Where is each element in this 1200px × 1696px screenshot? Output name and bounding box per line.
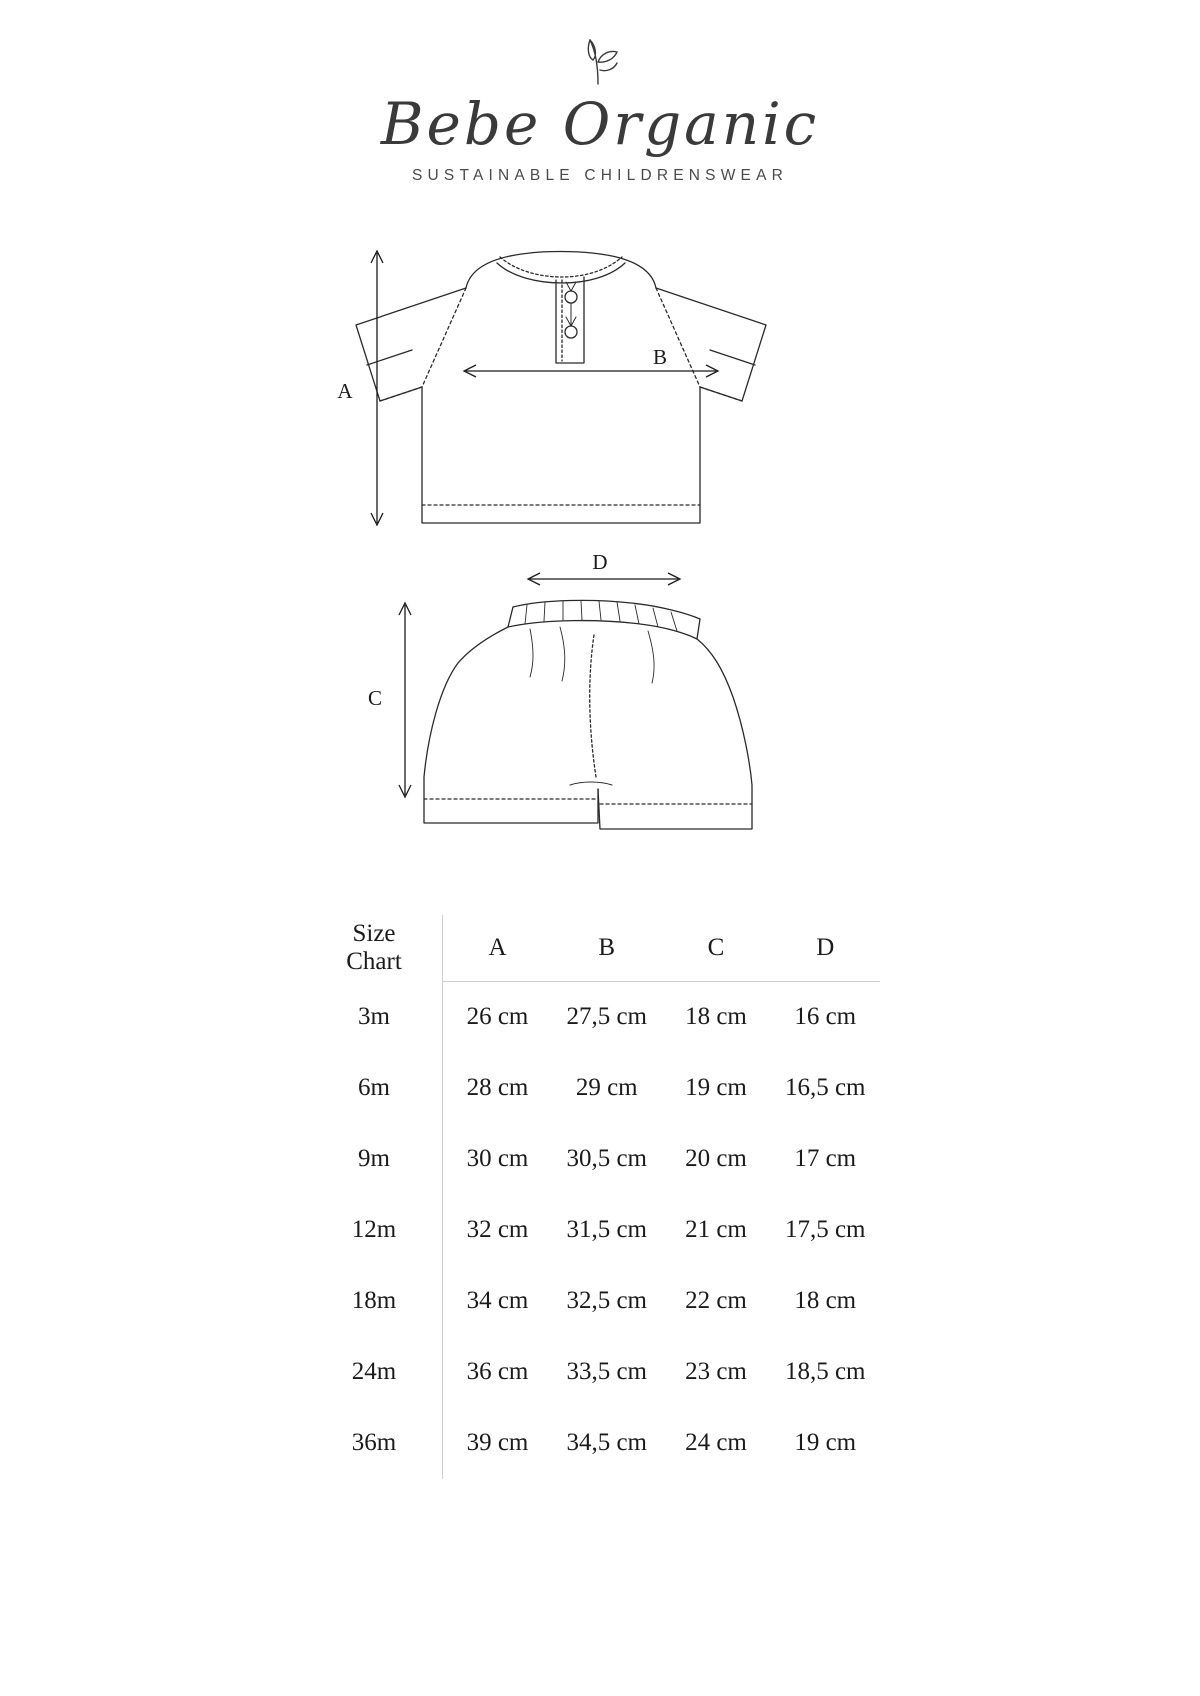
cell-a: 34 cm xyxy=(466,1287,529,1315)
leaf-sprig-icon xyxy=(560,26,640,88)
row-size-label: 12m xyxy=(320,1195,442,1266)
corner-label-line1: Size xyxy=(352,920,396,948)
table-row xyxy=(320,1266,880,1337)
cell-b: 32,5 cm xyxy=(566,1287,647,1315)
table-row xyxy=(320,1124,880,1195)
tee-figure xyxy=(0,233,1200,573)
cell-c: 20 cm xyxy=(685,1145,747,1173)
cell-b: 33,5 cm xyxy=(566,1358,647,1386)
row-size-label: 6m xyxy=(320,1053,442,1124)
technical-drawings xyxy=(0,233,1200,893)
table-row xyxy=(320,1195,880,1266)
row-size-label: 36m xyxy=(320,1408,442,1479)
cell-d: 18 cm xyxy=(794,1287,857,1315)
brand-tagline: SUSTAINABLE CHILDRENSWEAR xyxy=(411,166,789,184)
dimension-label-b: B xyxy=(652,344,668,369)
table-row xyxy=(320,981,880,1053)
dimension-arrow-b xyxy=(464,365,718,377)
row-size-label: 3m xyxy=(320,981,442,1053)
table-header-row xyxy=(320,915,880,982)
table-row xyxy=(320,1408,880,1479)
brand-header xyxy=(0,0,1200,185)
dimension-arrow-a xyxy=(371,251,383,525)
corner-label-line2: Chart xyxy=(346,948,402,976)
row-size-label: 18m xyxy=(320,1266,442,1337)
cell-d: 16 cm xyxy=(794,1003,857,1031)
cell-a: 36 cm xyxy=(466,1358,529,1386)
cell-c: 19 cm xyxy=(685,1074,747,1102)
cell-b: 29 cm xyxy=(575,1074,638,1102)
size-chart-corner-label xyxy=(320,915,442,982)
cell-a: 26 cm xyxy=(466,1003,529,1031)
cell-d: 19 cm xyxy=(794,1429,857,1457)
cell-c: 21 cm xyxy=(685,1216,747,1244)
cell-a: 32 cm xyxy=(466,1216,529,1244)
cell-c: 23 cm xyxy=(685,1358,747,1386)
dimension-label-a: A xyxy=(337,378,353,403)
cell-d: 16,5 cm xyxy=(784,1074,866,1102)
cell-b: 27,5 cm xyxy=(566,1003,647,1031)
cell-a: 28 cm xyxy=(466,1074,529,1102)
column-header-b: B xyxy=(552,915,661,982)
dimension-arrow-d xyxy=(528,573,680,585)
dimension-label-c: C xyxy=(367,685,383,710)
size-chart-section xyxy=(0,915,1200,1479)
column-header-c: C xyxy=(661,915,770,982)
shorts-figure xyxy=(0,545,1200,875)
cell-a: 39 cm xyxy=(466,1429,529,1457)
cell-d: 17 cm xyxy=(794,1145,857,1173)
table-row xyxy=(320,1337,880,1408)
cell-d: 17,5 cm xyxy=(784,1216,866,1244)
row-size-label: 24m xyxy=(320,1337,442,1408)
cell-c: 18 cm xyxy=(685,1003,747,1031)
table-row xyxy=(320,1053,880,1124)
brand-name: Bebe Organic xyxy=(380,90,820,158)
row-size-label: 9m xyxy=(320,1124,442,1195)
cell-b: 30,5 cm xyxy=(566,1145,647,1173)
dimension-arrow-c xyxy=(399,603,411,797)
cell-b: 34,5 cm xyxy=(566,1429,647,1457)
cell-b: 31,5 cm xyxy=(566,1216,647,1244)
cell-c: 22 cm xyxy=(685,1287,747,1315)
dimension-label-d: D xyxy=(592,549,608,574)
column-header-a: A xyxy=(442,915,552,982)
cell-c: 24 cm xyxy=(685,1429,747,1457)
column-header-d: D xyxy=(770,915,880,982)
cell-a: 30 cm xyxy=(466,1145,529,1173)
size-chart-table xyxy=(320,915,880,1479)
cell-d: 18,5 cm xyxy=(784,1358,866,1386)
